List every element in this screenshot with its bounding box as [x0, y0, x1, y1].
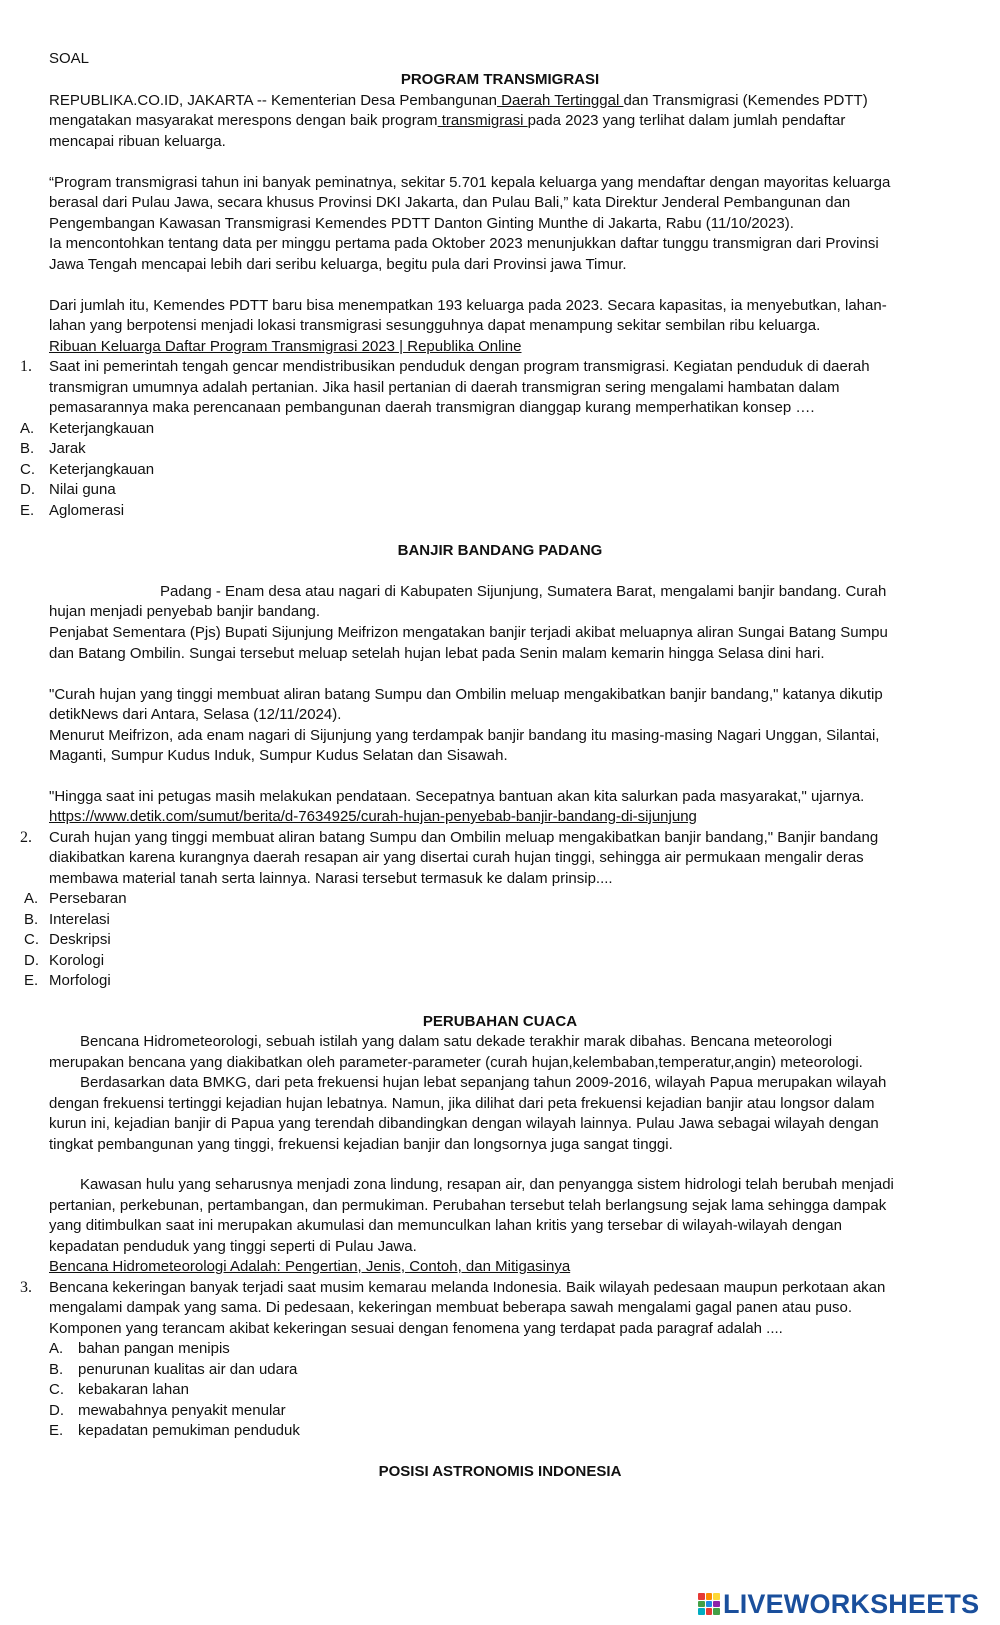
article-line: Kawasan hulu yang seharusnya menjadi zona lindung, resapan air, dan penyangga sistem hidrologi telah berubah menjadi: [80, 1176, 894, 1193]
article-line: Pengembangan Kawasan Transmigrasi Kemendes PDTT Danton Ginting Munthe di Jakarta, Rabu (11/10/2023).: [49, 215, 794, 232]
article-line: yang ditimbulkan saat ini merupakan akumulasi dan memunculkan lahan kritis yang tersebar di wilayah-wilayah dengan: [49, 1217, 842, 1234]
section-title-program-transmigrasi: PROGRAM TRANSMIGRASI: [400, 71, 600, 88]
question-number: 1.: [20, 358, 32, 375]
option-letter: B.: [49, 1361, 64, 1378]
option-letter: C.: [20, 461, 35, 478]
text-span: REPUBLIKA.CO.ID, JAKARTA -- Kementerian Desa Pembangunan: [49, 92, 497, 109]
source-link-republika[interactable]: Ribuan Keluarga Daftar Program Transmigrasi 2023 | Republika Online: [49, 338, 522, 355]
option-text: mewabahnya penyakit menular: [78, 1402, 286, 1419]
option-text: Jarak: [49, 440, 86, 457]
article-line: [49, 110, 845, 131]
text-span: mengatakan masyarakat merespons dengan baik program: [49, 112, 438, 129]
question-text: Saat ini pemerintah tengah gencar mendistribusikan penduduk dengan program transmigrasi. Kegiatan penduduk di daerah: [49, 358, 870, 375]
option-letter: C.: [49, 1381, 64, 1398]
section-title-perubahan-cuaca: PERUBAHAN CUACA: [422, 1013, 578, 1030]
option-letter: D.: [24, 952, 39, 969]
daerah-tertinggal-link[interactable]: Daerah Tertinggal: [496, 92, 624, 109]
article-line: berasal dari Pulau Jawa, secara khusus Provinsi DKI Jakarta, dan Pulau Bali,” kata Direktur Jenderal Pembangunan dan: [49, 194, 851, 211]
option-letter: D.: [49, 1402, 64, 1419]
question-text: mengalami dampak yang sama. Di pedesaan, kekeringan membuat beberapa sawah mengalami gagal panen atau puso.: [49, 1299, 853, 1316]
option-letter: B.: [24, 911, 39, 928]
option-text: Aglomerasi: [49, 502, 125, 519]
question-text: pemasarannya maka perencanaan pembangunan daerah transmigran dianggap kurang memperhatikan konsep ….: [49, 399, 815, 416]
soal-heading: SOAL: [49, 50, 90, 67]
option-text: kepadatan pemukiman penduduk: [78, 1422, 300, 1439]
liveworksheets-logo-text: LIVEWORKSHEETS: [723, 1589, 980, 1619]
article-line: "Curah hujan yang tinggi membuat aliran batang Sumpu dan Ombilin meluap mengakibatkan banjir bandang," katanya dikutip: [49, 686, 883, 703]
text-span: dan Transmigrasi (Kemendes PDTT): [623, 92, 868, 109]
transmigrasi-link[interactable]: transmigrasi: [437, 112, 528, 129]
article-line: tingkat pembangunan yang tinggi, frekuensi kejadian banjir dan longsornya juga sangat tinggi.: [49, 1136, 673, 1153]
liveworksheets-logo[interactable]: [698, 1589, 998, 1619]
option-text: Persebaran: [49, 890, 127, 907]
option-letter: A.: [20, 420, 35, 437]
option-text: Keterjangkauan: [49, 420, 155, 437]
question-number: 2.: [20, 829, 32, 846]
question-number: 3.: [20, 1279, 32, 1296]
source-link-detik[interactable]: https://www.detik.com/sumut/berita/d-7634925/curah-hujan-penyebab-banjir-bandang-di-sijunjung: [49, 808, 697, 825]
article-line: Bencana Hidrometeorologi, sebuah istilah yang dalam satu dekade terakhir marak dibahas. Bencana meteorologi: [80, 1033, 833, 1050]
article-line: dan Batang Ombilin. Sungai tersebut meluap setelah hujan lebat pada Senin malam kemarin hingga Selasa dini hari.: [49, 645, 825, 662]
question-text: Komponen yang terancam akibat kekeringan sesuai dengan fenomena yang terdapat pada paragraf adalah ....: [49, 1320, 783, 1337]
option-text: Nilai guna: [49, 481, 116, 498]
article-line: “Program transmigrasi tahun ini banyak peminatnya, sekitar 5.701 kepala keluarga yang mendaftar dengan mayoritas keluarga: [49, 174, 891, 191]
text-span: pada 2023 yang terlihat dalam jumlah pendaftar: [527, 112, 846, 129]
question-text: Bencana kekeringan banyak terjadi saat musim kemarau melanda Indonesia. Baik wilayah pedesaan maupun perkotaan akan: [49, 1279, 886, 1296]
article-line: Jawa Tengah mencapai lebih dari seribu keluarga, begitu pula dari Provinsi jawa Timur.: [49, 256, 627, 273]
article-line: Menurut Meifrizon, ada enam nagari di Sijunjung yang terdampak banjir bandang itu masing-masing Nagari Unggan, Silantai,: [49, 727, 880, 744]
article-line: Maganti, Sumpur Kudus Induk, Sumpur Kudus Selatan dan Sisawah.: [49, 747, 508, 764]
liveworksheets-logo-icon: [698, 1593, 720, 1615]
option-text: Deskripsi: [49, 931, 111, 948]
question-text: diakibatkan karena kurangnya daerah resapan air yang disertai curah hujan tinggi, sehingga air permukaan mengalir deras: [49, 849, 864, 866]
option-letter: B.: [20, 440, 35, 457]
article-line: Penjabat Sementara (Pjs) Bupati Sijunjung Meifrizon mengatakan banjir terjadi akibat meluapnya aliran Sungai Batang Sumpu: [49, 624, 888, 641]
option-text: penurunan kualitas air dan udara: [78, 1361, 298, 1378]
section-title-posisi-astronomis: POSISI ASTRONOMIS INDONESIA: [378, 1463, 622, 1480]
option-letter: E.: [49, 1422, 64, 1439]
article-line: Padang - Enam desa atau nagari di Kabupaten Sijunjung, Sumatera Barat, mengalami banjir bandang. Curah: [160, 583, 887, 600]
article-line: mencapai ribuan keluarga.: [49, 133, 226, 150]
option-text: Keterjangkauan: [49, 461, 155, 478]
source-link-hidrometeorologi[interactable]: Bencana Hidrometeorologi Adalah: Pengertian, Jenis, Contoh, dan Mitigasinya: [49, 1258, 571, 1275]
option-letter: C.: [24, 931, 39, 948]
option-text: Korologi: [49, 952, 105, 969]
article-line: Dari jumlah itu, Kemendes PDTT baru bisa menempatkan 193 keluarga pada 2023. Secara kapasitas, ia menyebutkan, lahan-: [49, 297, 887, 314]
option-text: kebakaran lahan: [78, 1381, 189, 1398]
article-line: kurun ini, kejadian banjir di Papua yang terendah dibandingkan dengan wilayah lainnya. Pulau Jawa sebagai wilayah dengan: [49, 1115, 879, 1132]
option-letter: E.: [20, 502, 35, 519]
option-text: Morfologi: [49, 972, 111, 989]
article-line: pertanian, perkebunan, pertambangan, dan permukiman. Perubahan tersebut telah berlangsung sejak lama sehingga dampak: [49, 1197, 887, 1214]
question-text: Curah hujan yang tinggi membuat aliran batang Sumpu dan Ombilin meluap mengakibatkan banjir bandang," Banjir bandang: [49, 829, 879, 846]
article-line: "Hingga saat ini petugas masih melakukan pendataan. Secepatnya bantuan akan kita salurkan pada masyarakat," ujarnya.: [49, 788, 865, 805]
article-line: dengan frekuensi tertinggi kejadian hujan lebatnya. Namun, jika dilihat dari peta frekuensi kejadian banjir atau longsor dalam: [49, 1095, 875, 1112]
article-line: hujan menjadi penyebab banjir bandang.: [49, 603, 321, 620]
option-text: Interelasi: [49, 911, 110, 928]
option-letter: D.: [20, 481, 35, 498]
option-letter: A.: [24, 890, 39, 907]
article-line: [49, 90, 868, 111]
option-letter: E.: [24, 972, 39, 989]
article-line: Berdasarkan data BMKG, dari peta frekuensi hujan lebat sepanjang tahun 2009-2016, wilayah Papua merupakan wilayah: [80, 1074, 887, 1091]
question-text: membawa material tanah serta lainnya. Narasi tersebut termasuk ke dalam prinsip....: [49, 870, 613, 887]
section-title-banjir-bandang: BANJIR BANDANG PADANG: [397, 542, 603, 559]
option-text: bahan pangan menipis: [78, 1340, 230, 1357]
article-line: merupakan bencana yang diakibatkan oleh parameter-parameter (curah hujan,kelembaban,temperatur,angin) meteorologi.: [49, 1054, 863, 1071]
option-letter: A.: [49, 1340, 64, 1357]
question-text: transmigran umumnya adalah pertanian. Jika hasil pertanian di daerah transmigran sering mengalami hambatan dalam: [49, 379, 840, 396]
article-line: detikNews dari Antara, Selasa (12/11/2024).: [49, 706, 342, 723]
article-line: lahan yang berpotensi menjadi lokasi transmigrasi sesungguhnya dapat menampung sekitar sembilan ribu keluarga.: [49, 317, 821, 334]
article-line: kepadatan penduduk yang tinggi seperti di Pulau Jawa.: [49, 1238, 417, 1255]
article-line: Ia mencontohkan tentang data per minggu pertama pada Oktober 2023 menunjukkan daftar tunggu transmigran dari Provinsi: [49, 235, 879, 252]
